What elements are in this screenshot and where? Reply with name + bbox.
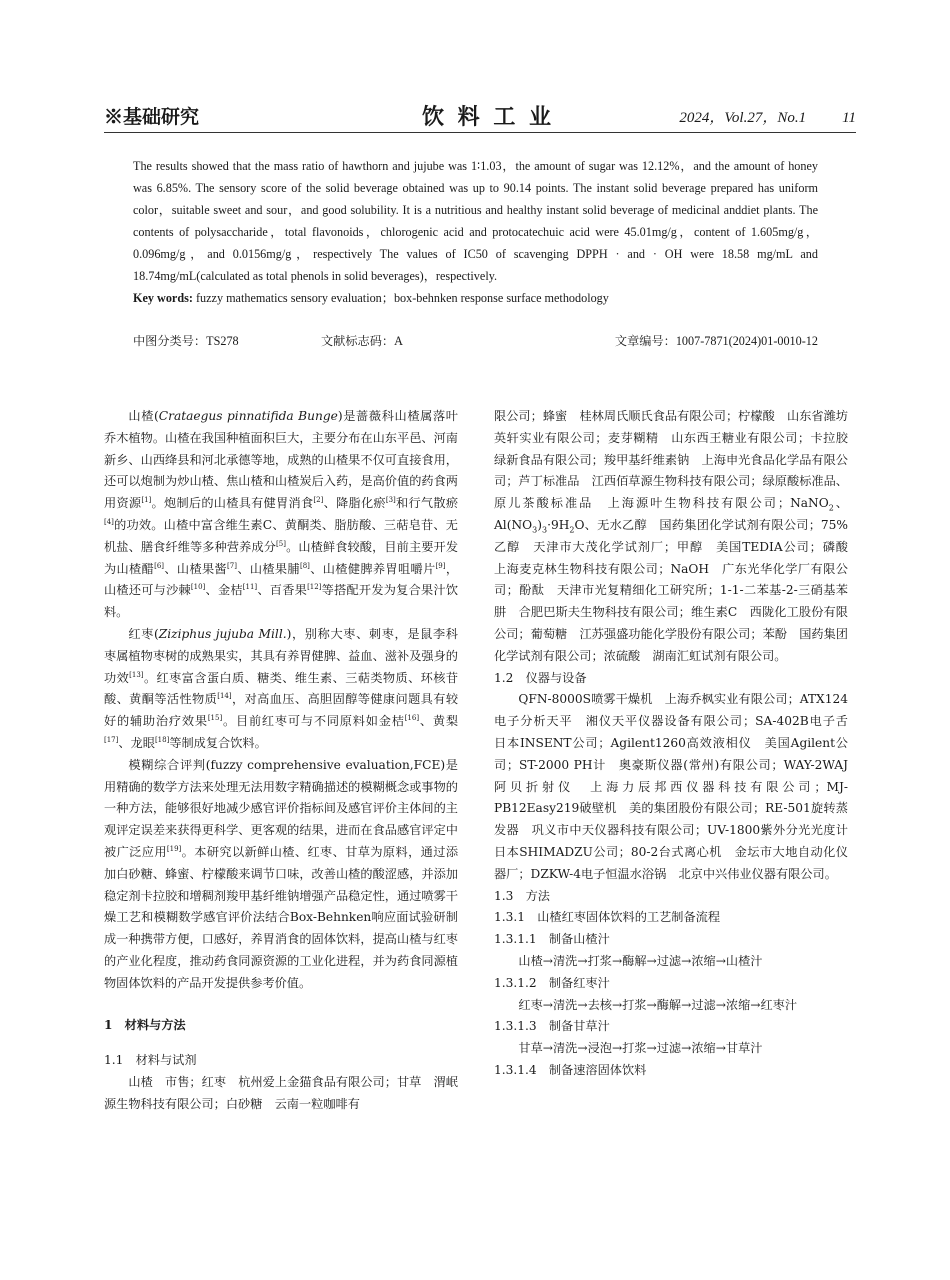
clc-number: 中图分类号：TS278 xyxy=(133,334,239,348)
abstract xyxy=(133,155,818,309)
section-label: ※基础研究 xyxy=(104,106,200,128)
page-header xyxy=(104,100,856,134)
left-column xyxy=(104,406,458,1116)
citation: [3] xyxy=(385,496,396,505)
section-heading-1: 1 材料与方法 xyxy=(104,1017,186,1032)
issue-info xyxy=(679,106,856,127)
citation: [16] xyxy=(404,714,420,723)
journal-name: 饮 料 工 业 xyxy=(422,104,554,130)
article-meta xyxy=(133,332,818,352)
citation: [7] xyxy=(227,561,237,570)
article-number: 文章编号：1007-7871(2024)01-0010-12 xyxy=(614,334,818,348)
latin-name: Crataegus pinnatifida Bunge xyxy=(158,409,338,423)
section-heading-1-3-1: 1.3.1 山楂红枣固体饮料的工艺制备流程 xyxy=(494,910,721,925)
citation: [18] xyxy=(154,735,170,744)
citation: [12] xyxy=(307,583,322,592)
section-heading-1-3-1-2: 1.3.1.2 制备红枣汁 xyxy=(494,975,610,990)
citation: [6] xyxy=(154,561,165,570)
keywords-label: Key words: xyxy=(133,291,193,305)
intro-paragraph-2: 红枣(Ziziphus jujuba Mill.)，别称大枣、刺枣，是鼠李科枣属植物枣树的成熟果实，其具有养胃健脾、益血、滋补及强身的功效[13]。红枣富含蛋白质、糖类、维生素、三萜类物质、环核苷酸、黄酮等活性物质[14]，对高血压、高胆固醇等健康问题具有较好的辅助治疗效果[15]。目前红枣可与不同原料如金桔[16]、黄梨[17]、龙眼[18]等制成复合饮料。 xyxy=(104,626,459,750)
section-heading-1-1: 1.1 材料与试剂 xyxy=(104,1053,197,1068)
process-flow-licorice: 甘草→清洗→浸泡→打浆→过滤→浓缩→甘草汁 xyxy=(518,1041,763,1056)
section-heading-1-3-1-1: 1.3.1.1 制备山楂汁 xyxy=(494,932,610,947)
section-heading-1-2: 1.2 仪器与设备 xyxy=(494,670,587,685)
materials-paragraph: 山楂 市售；红枣 杭州爱上金猫食品有限公司；甘草 渭岷源生物科技有限公司；白砂糖 云南一粒咖啡有 xyxy=(104,1075,458,1111)
citation: [8] xyxy=(299,561,310,570)
section-heading-1-3-1-3: 1.3.1.3 制备甘草汁 xyxy=(494,1019,610,1034)
citation: [4] xyxy=(104,517,114,526)
intro-paragraph-3: 模糊综合评判(fuzzy comprehensive evaluation,FCE)是用精确的数学方法来处理无法用数字精确描述的模糊概念或事物的一种方法，能够很好地减少感官评价指标间及感官评价主体间的主观评定误差来获得更科学、更客观的结果，进而在食品感官评定中被广泛应用[19]。本研究以新鲜山楂、红枣、甘草为原料，通过添加白砂糖、蜂蜜、柠檬酸来调节口味，改善山楂的酸涩感，并添加稳定剂卡拉胶和增稠剂羧甲基纤维钠增强产品稳定性，通过喷雾干燥工艺和模糊数学感官评价法结合Box-Behnken响应面试验研制成一种携带方便，口感好，养胃消食的固体饮料，提高山楂与红枣的产业化程度，推动药食同源资源的工业化进程，并为药食同源植物固体饮料的产品开发提供参考价值。 xyxy=(104,757,459,990)
intro-paragraph-1: 山楂(Crataegus pinnatifida Bunge)是蔷薇科山楂属落叶乔木植物。山楂在我国种植面积巨大，主要分布在山东平邑、河南新乡、山西绛县和河北承德等地，成熟的山楂果不仅可直接食用，还可以炮制为炒山楂、焦山楂和山楂炭后入药，是高价值的药食两用资源[1]。炮制后的山楂具有健胃消食[2]、降脂化瘀[3]和行气散瘀[4]的功效。山楂中富含维生素C、黄酮类、脂肪酸、三萜皂苷、无机盐、膳食纤维等多种营养成分[5]。山楂鲜食较酸，目前主要开发为山楂醋[6]、山楂果酱[7]、山楂果脯[8]、山楂健脾养胃咀嚼片[9]，山楂还可与沙棘[10]、金桔[11]、百香果[12]等搭配开发为复合果汁饮料。 xyxy=(104,409,459,620)
document-code: 文献标志码：A xyxy=(321,334,403,348)
materials-continued: 限公司；蜂蜜 桂林周氏顺氏食品有限公司；柠檬酸 山东省潍坊英轩实业有限公司；麦芽糊精 山东西王糖业有限公司；卡拉胶 绿新食品有限公司；羧甲基纤维素钠 上海申光食品化学品有限公司；芦丁标准品 江西佰草源生物科技有限公司；绿原酸标准品、原儿茶酸标准品 上海源叶生物科技有限公司；NaNO$_2$、$Al(NO_3)_3\cdot 9H_2O$、无水乙醇 国药集团化学试剂有限公司；75%乙醇 天津市大茂化学试剂厂；甲醇 美国TEDIA公司；磷酸 上海麦克林生物科技有限公司；NaOH 广东光华化学厂有限公司；酚酞 天津市光复精细化工研究所；1-1-二苯基-2-三硝基苯肼 合肥巴斯夫生物科技有限公司；维生素C 西陇化工股份有限公司；葡萄糖 江苏强盛功能化学股份有限公司；苯酚 国药集团化学试剂有限公司；浓硫酸 湖南汇虹试剂有限公司。 xyxy=(494,409,861,663)
process-flow-hawthorn: 山楂→清洗→打浆→酶解→过滤→浓缩→山楂汁 xyxy=(518,953,763,968)
issue-text: 2024，Vol.27，No.1 xyxy=(679,110,807,126)
citation: [5] xyxy=(276,539,286,548)
section-heading-1-3-1-4: 1.3.1.4 制备速溶固体饮料 xyxy=(494,1062,647,1077)
citation: [2] xyxy=(313,496,324,505)
process-flow-jujube: 红枣→清洗→去核→打浆→酶解→过滤→浓缩→红枣汁 xyxy=(518,997,798,1012)
right-column xyxy=(494,406,861,1082)
citation: [11] xyxy=(242,583,258,592)
latin-name: Ziziphus jujuba Mill. xyxy=(158,626,287,641)
header-rule xyxy=(104,132,856,133)
section-heading-1-3: 1.3 方法 xyxy=(494,888,550,903)
citation: [17] xyxy=(104,735,119,744)
citation: [10] xyxy=(190,583,206,592)
abstract-text: The results showed that the mass ratio of hawthorn and jujube was 1∶1.03，the amount of sugar was 12.12%，and the amount of honey was 6.85%. The sensory score of the solid beverage obtained was up to 90.14 points. The instant solid beverage prepared has uniform color，suitable sweet and sour，and good solubility. It is a nutritious and healthy instant solid beverage of medicinal anddiet plants. The contents of polysaccharide，total flavonoids，chlorogenic acid and protocatechuic acid were 45.01mg/g，content of 1.605mg/g，0.096mg/g，and 0.0156mg/g，respectively The values of IC50 of scavenging DPPH · and · OH were 18.58 mg/mL and 18.74mg/mL(calculated as total phenols in solid beverages)，respectively. xyxy=(133,159,818,283)
page-number: 11 xyxy=(842,110,856,126)
citation: [14] xyxy=(217,692,232,701)
keywords-text: fuzzy mathematics sensory evaluation；box-behnken response surface methodology xyxy=(192,291,609,305)
citation: [15] xyxy=(207,714,223,723)
equipment-paragraph: QFN-8000S喷雾干燥机 上海乔枫实业有限公司；ATX124电子分析天平 湘仪天平仪器设备有限公司；SA-402B电子舌 日本INSENT公司；Agilent1260高效液相仪 美国Agilent公司；ST-2000 PH计 奥豪斯仪器(常州)有限公司；WAY-2WAJ 阿贝折射仪 上海力辰邦西仪器科技有限公司；MJ-PB12Easy219破壁机 美的集团股份有限公司；RE-501旋转蒸发器 巩义市中天仪器科技有限公司；UV-1800紫外分光光度计 日本SHIMADZU公司；80-2台式离心机 金坛市大地自动化仪器厂；DZKW-4电子恒温水浴锅 北京中兴伟业仪器有限公司。 xyxy=(494,692,861,881)
citation: [19] xyxy=(166,844,182,853)
citation: [1] xyxy=(141,496,152,505)
keywords-line xyxy=(133,287,818,309)
citation: [13] xyxy=(129,670,144,679)
citation: [9] xyxy=(435,561,446,570)
